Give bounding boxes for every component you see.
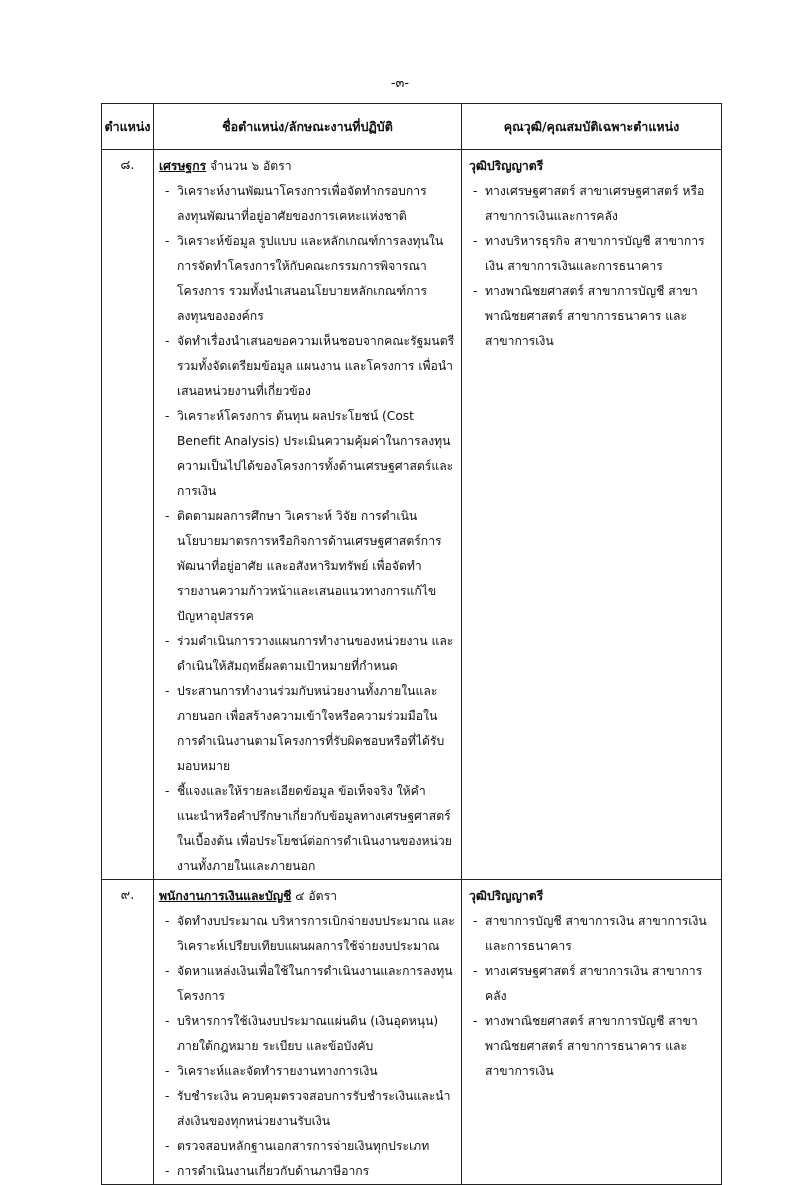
page-number: -๓- — [390, 76, 410, 91]
duty-item: - ประสานการทำงานร่วมกับหน่วยงานทั้งภายในและภายนอก เพื่อสร้างความเข้าใจหรือความร่วมมือในการดำเนินงานตามโครงการที่รับผิดชอบหรือที่ได้รับมอบหมาย — [159, 679, 455, 779]
duty-item: - จัดทำงบประมาณ บริหารการเบิกจ่ายงบประมาณ และวิเคราะห์เปรียบเทียบแผนผลการใช้จ่ายงบประมาณ — [159, 909, 455, 959]
qualification-list — [467, 179, 715, 354]
position-title-line — [159, 154, 455, 179]
duty-item: - จัดทำเรื่องนำเสนอขอความเห็นชอบจากคณะรัฐมนตรี รวมทั้งจัดเตรียมข้อมูล แผนงาน และโครงการ เพื่อนำเสนอหน่วยงานที่เกี่ยวข้อง — [159, 329, 455, 404]
position-title-line — [159, 884, 455, 909]
job-positions-table — [101, 103, 722, 1185]
duty-item: - ชี้แจงและให้รายละเอียดข้อมูล ข้อเท็จจริง ให้คำแนะนำหรือคำปรึกษาเกี่ยวกับข้อมูลทางเศรษฐศาสตร์ในเบื้องต้น เพื่อประโยชน์ต่อการดำเนินงานของหน่วยงานทั้งภายในและภายนอก — [159, 779, 455, 879]
header-title-duties: ชื่อตำแหน่ง/ลักษณะงานที่ปฏิบัติ — [154, 104, 462, 150]
qualification-item: - ทางบริหารธุรกิจ สาขาการบัญชี สาขาการเงิน สาขาการเงินและการธนาคาร — [467, 229, 715, 279]
duty-list — [159, 179, 455, 879]
qualification-item: - ทางเศรษฐศาสตร์ สาขาการเงิน สาขาการคลัง — [467, 959, 715, 1009]
header-qualifications: คุณวุฒิ/คุณสมบัติเฉพาะตำแหน่ง — [462, 104, 722, 150]
duty-item: - วิเคราะห์โครงการ ต้นทุน ผลประโยชน์ (Cost Benefit Analysis) ประเมินความคุ้มค่าในการลงทุน ความเป็นไปได้ของโครงการทั้งด้านเศรษฐศาสตร์และการเงิน — [159, 404, 455, 504]
table-header-row — [102, 104, 722, 150]
row-number: ๘. — [102, 150, 154, 880]
duty-item: - วิเคราะห์ข้อมูล รูปแบบ และหลักเกณฑ์การลงทุนในการจัดทำโครงการให้กับคณะกรรมการพิจารณาโครงการ รวมทั้งนำเสนอนโยบายหลักเกณฑ์การลงทุนขององค์กร — [159, 229, 455, 329]
qualifications-cell — [462, 880, 722, 1185]
duty-item: - รับชำระเงิน ควบคุมตรวจสอบการรับชำระเงินและนำส่งเงินของทุกหน่วยงานรับเงิน — [159, 1084, 455, 1134]
duty-item: - ร่วมดำเนินการวางแผนการทำงานของหน่วยงาน และดำเนินให้สัมฤทธิ์ผลตามเป้าหมายที่กำหนด — [159, 629, 455, 679]
table-row — [102, 880, 722, 1185]
duty-item: - บริหารการใช้เงินงบประมาณแผ่นดิน (เงินอุดหนุน) ภายใต้กฎหมาย ระเบียบ และข้อบังคับ — [159, 1009, 455, 1059]
qualification-heading: วุฒิปริญญาตรี — [469, 889, 544, 903]
position-title: เศรษฐกร — [159, 159, 207, 173]
duty-item: - วิเคราะห์และจัดทำรายงานทางการเงิน — [159, 1059, 455, 1084]
duty-item: - ติดตามผลการศึกษา วิเคราะห์ วิจัย การดำเนินนโยบายมาตรการหรือกิจการด้านเศรษฐศาสตร์การพัฒนาที่อยู่อาศัย และอสังหาริมทรัพย์ เพื่อจัดทำรายงานความก้าวหน้าและเสนอแนวทางการแก้ไขปัญหาอุปสรรค — [159, 504, 455, 629]
duty-item: - ตรวจสอบหลักฐานเอกสารการจ่ายเงินทุกประเภท — [159, 1134, 455, 1159]
row-number: ๙. — [102, 880, 154, 1185]
qualification-item: - สาขาการบัญชี สาขาการเงิน สาขาการเงินและการธนาคาร — [467, 909, 715, 959]
title-duties-cell — [154, 150, 462, 880]
qualification-item: - ทางพาณิชยศาสตร์ สาขาการบัญชี สาขาพาณิชยศาสตร์ สาขาการธนาคาร และสาขาการเงิน — [467, 279, 715, 354]
qualification-item: - ทางพาณิชยศาสตร์ สาขาการบัญชี สาขาพาณิชยศาสตร์ สาขาการธนาคาร และสาขาการเงิน — [467, 1009, 715, 1084]
position-amount: จำนวน ๖ อัตรา — [206, 159, 292, 173]
duty-item: - จัดหาแหล่งเงินเพื่อใช้ในการดำเนินงานและการลงทุนโครงการ — [159, 959, 455, 1009]
qualification-list — [467, 909, 715, 1084]
position-amount: ๔ อัตรา — [291, 889, 337, 903]
duty-item: - การดำเนินงานเกี่ยวกับด้านภาษีอากร — [159, 1159, 455, 1184]
qualifications-cell — [462, 150, 722, 880]
duty-list — [159, 909, 455, 1184]
table-row — [102, 150, 722, 880]
position-title: พนักงานการเงินและบัญชี — [159, 889, 292, 903]
header-position: ตำแหน่ง — [102, 104, 154, 150]
qualification-item: - ทางเศรษฐศาสตร์ สาขาเศรษฐศาสตร์ หรือสาขาการเงินและการคลัง — [467, 179, 715, 229]
qualification-heading: วุฒิปริญญาตรี — [469, 159, 544, 173]
duty-item: - วิเคราะห์งานพัฒนาโครงการเพื่อจัดทำกรอบการลงทุนพัฒนาที่อยู่อาศัยของการเคหะแห่งชาติ — [159, 179, 455, 229]
title-duties-cell — [154, 880, 462, 1185]
